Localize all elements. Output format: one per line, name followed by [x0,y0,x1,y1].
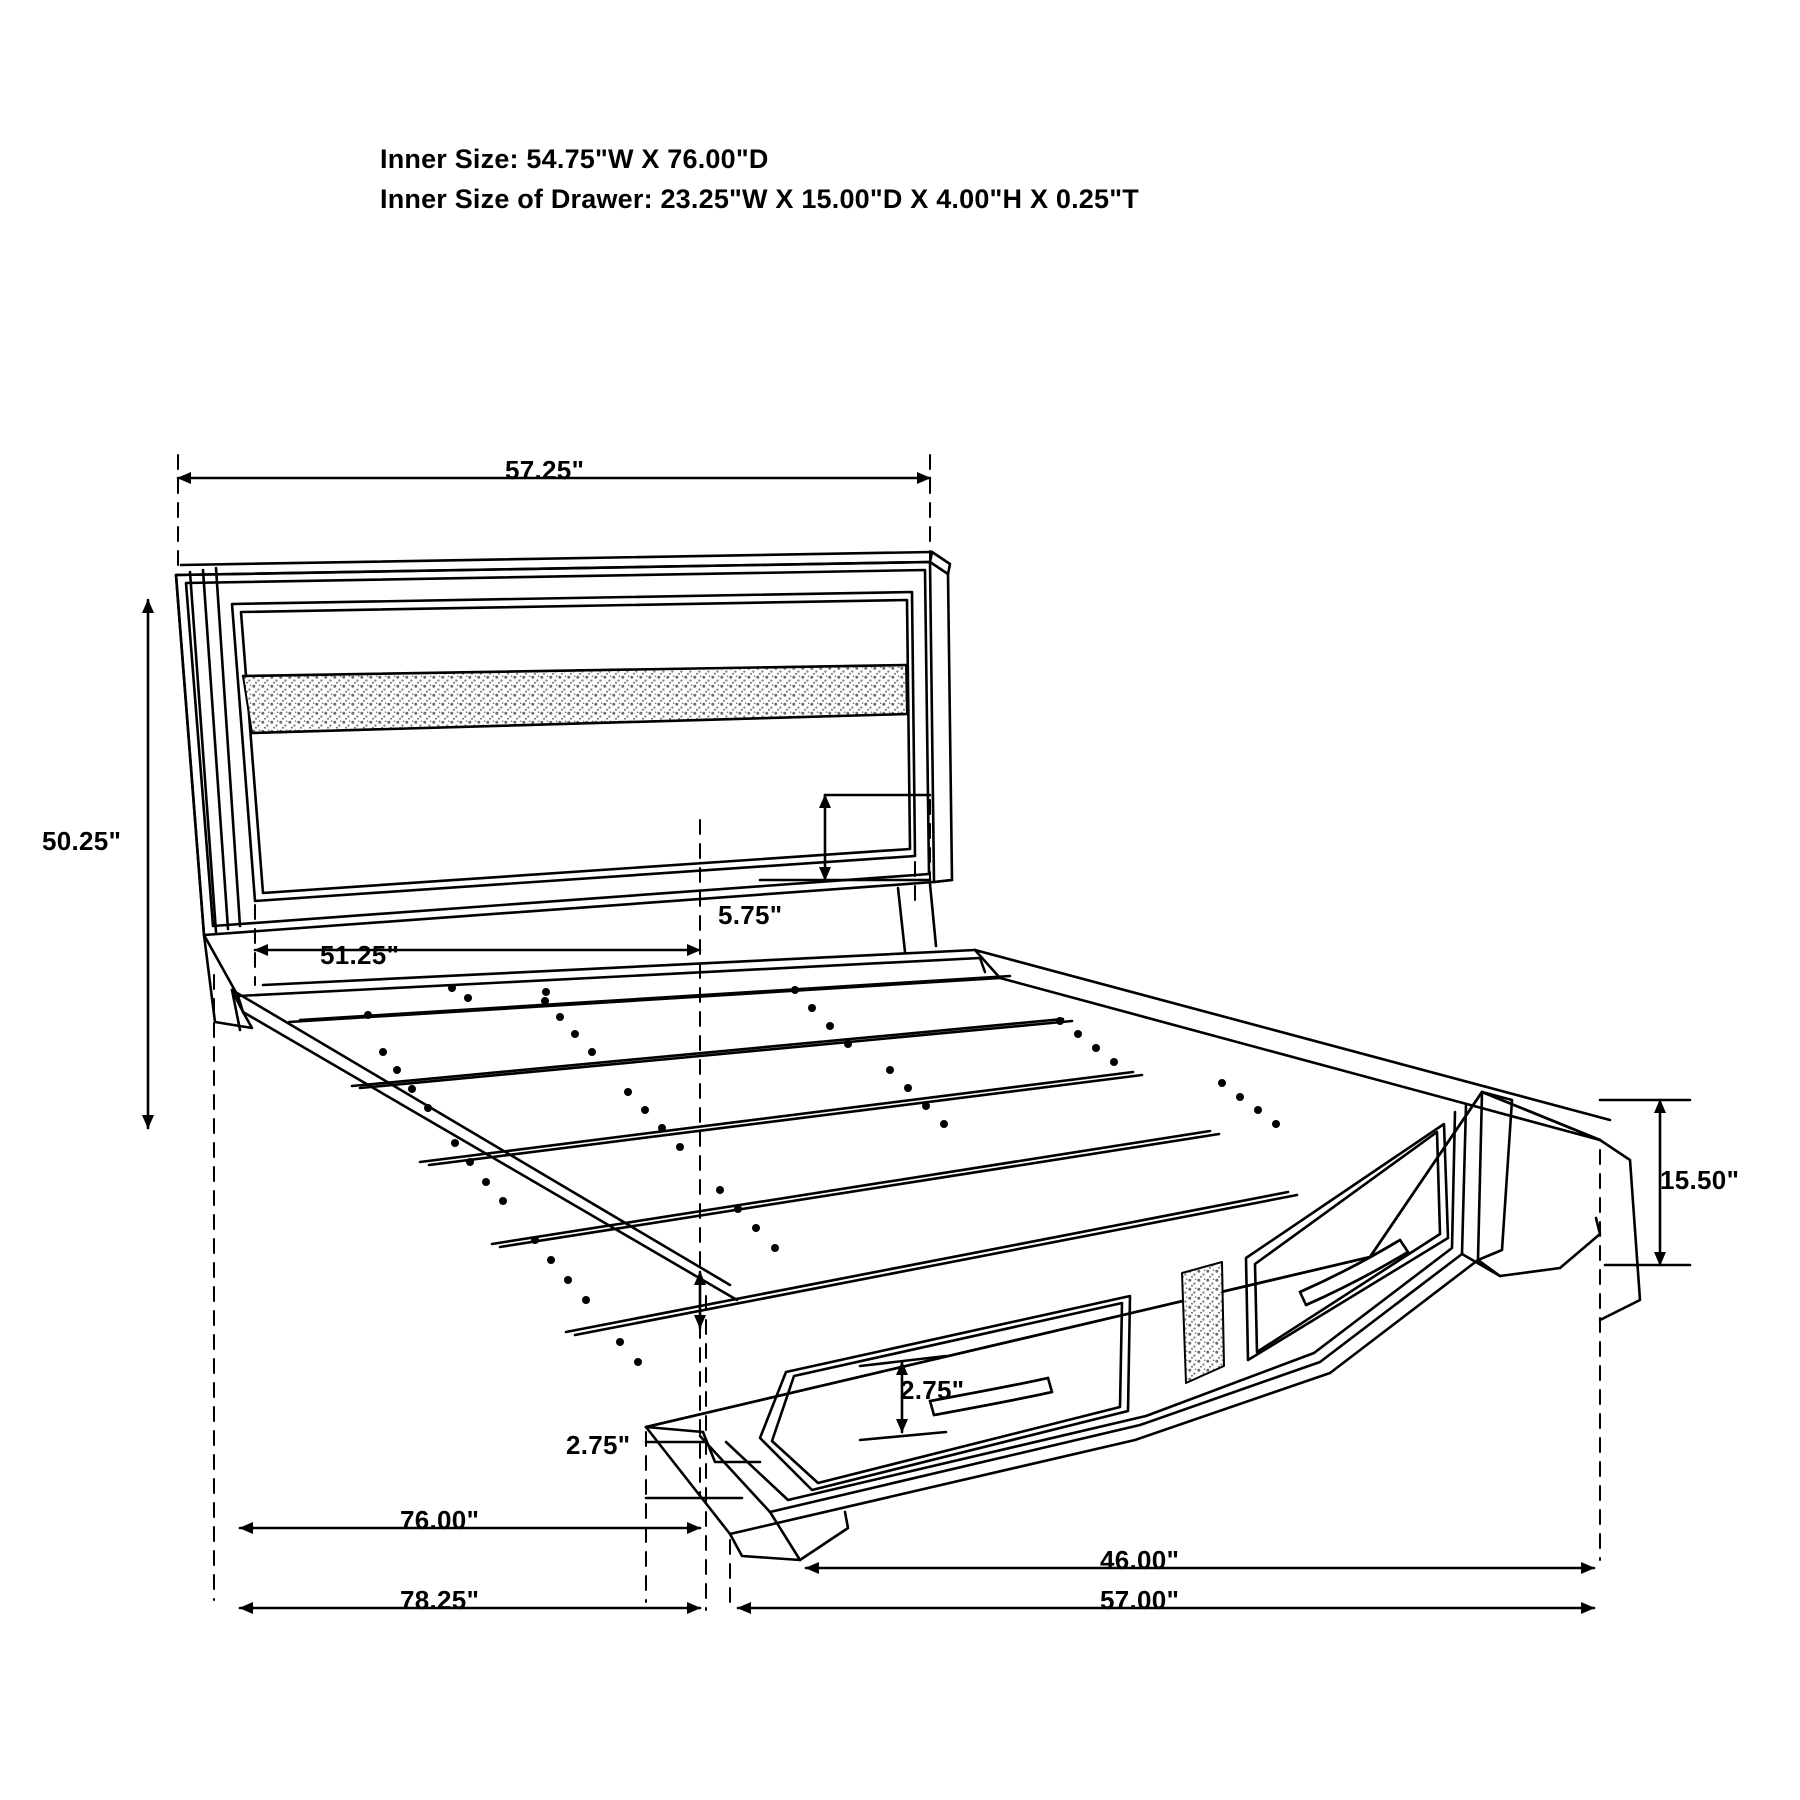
dim-headboard-width: 57.25" [505,455,585,485]
dim-foot-clearance-right: 2.75" [900,1375,965,1405]
dim-footboard-width-inner: 46.00" [1100,1545,1180,1575]
dim-bed-length-inner: 76.00" [400,1505,480,1535]
dim-bed-length-outer: 78.25" [400,1585,480,1615]
dim-headboard-inner-width: 51.25" [320,940,400,970]
spec-line-inner-size: Inner Size: 54.75"W X 76.00"D [380,144,769,174]
dim-foot-clearance-left: 2.75" [566,1430,631,1460]
dim-rail-height: 5.75" [718,900,783,930]
dim-footboard-drawer-height: 15.50" [1660,1165,1740,1195]
dim-footboard-width-outer: 57.00" [1100,1585,1180,1615]
dim-headboard-height: 50.25" [42,826,122,856]
spec-line-drawer-size: Inner Size of Drawer: 23.25"W X 15.00"D X 4.00"H X 0.25"T [380,183,1139,214]
